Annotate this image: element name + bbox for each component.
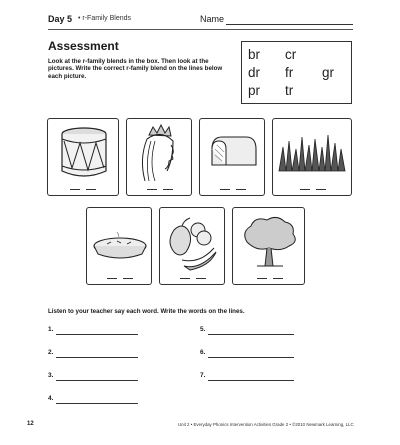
tree-icon [233,208,306,286]
picture-pie [86,207,152,285]
fruit-icon [160,208,226,286]
blank-line[interactable] [273,278,283,279]
listen-instructions: Listen to your teacher say each word. Write the words on the lines. [48,308,245,315]
blank-line[interactable] [220,189,230,190]
word-number: 7. [200,372,206,379]
write-line[interactable] [208,334,294,335]
day-label: Day 5 [48,14,73,24]
blend-gr: gr [322,65,335,80]
write-line[interactable] [56,357,138,358]
write-line[interactable] [56,380,138,381]
blank-line[interactable] [196,278,206,279]
princess-icon [127,119,193,197]
picture-fruit [159,207,225,285]
pie-icon [87,208,153,286]
blend-cr: cr [285,47,297,62]
section-title: Assessment [48,39,119,53]
picture-drum [47,118,119,196]
word-number: 5. [200,326,206,333]
blank-line[interactable] [147,189,157,190]
grass-icon [273,119,353,197]
word-number: 4. [48,395,54,402]
header-divider [48,29,353,30]
picture-bread [199,118,265,196]
blank-line[interactable] [300,189,310,190]
blend-pr: pr [248,83,261,98]
word-number: 6. [200,349,206,356]
blank-line[interactable] [257,278,267,279]
blank-line[interactable] [180,278,190,279]
name-label: Name [200,14,225,24]
picture-princess [126,118,192,196]
word-number: 2. [48,349,54,356]
footer-credit: Unit 2 • Everyday Phonics Intervention Activities Grade 2 • ©2010 Newmark Learning, LLC [178,422,354,427]
picture-tree [232,207,305,285]
blank-line[interactable] [316,189,326,190]
page-number: 12 [27,421,34,427]
lesson-subtitle: • r-Family Blends [78,15,132,22]
blend-br: br [248,47,261,62]
blank-line[interactable] [107,278,117,279]
worksheet-header [48,12,353,28]
blank-line[interactable] [123,278,133,279]
blank-line[interactable] [86,189,96,190]
write-line[interactable] [208,380,294,381]
write-line[interactable] [208,357,294,358]
write-line[interactable] [56,403,138,404]
blend-fr: fr [285,65,294,80]
picture-instructions: Look at the r-family blends in the box. Then look at the pictures. Write the correct r-family blend on the lines below each picture. [48,58,223,80]
name-write-line[interactable] [226,24,353,25]
write-line[interactable] [56,334,138,335]
word-number: 1. [48,326,54,333]
blank-line[interactable] [236,189,246,190]
blend-box [241,41,352,104]
blend-tr: tr [285,83,294,98]
drum-icon [48,119,120,197]
bread-icon [200,119,266,197]
picture-grass [272,118,352,196]
blank-line[interactable] [70,189,80,190]
blend-dr: dr [248,65,261,80]
word-number: 3. [48,372,54,379]
blank-line[interactable] [163,189,173,190]
